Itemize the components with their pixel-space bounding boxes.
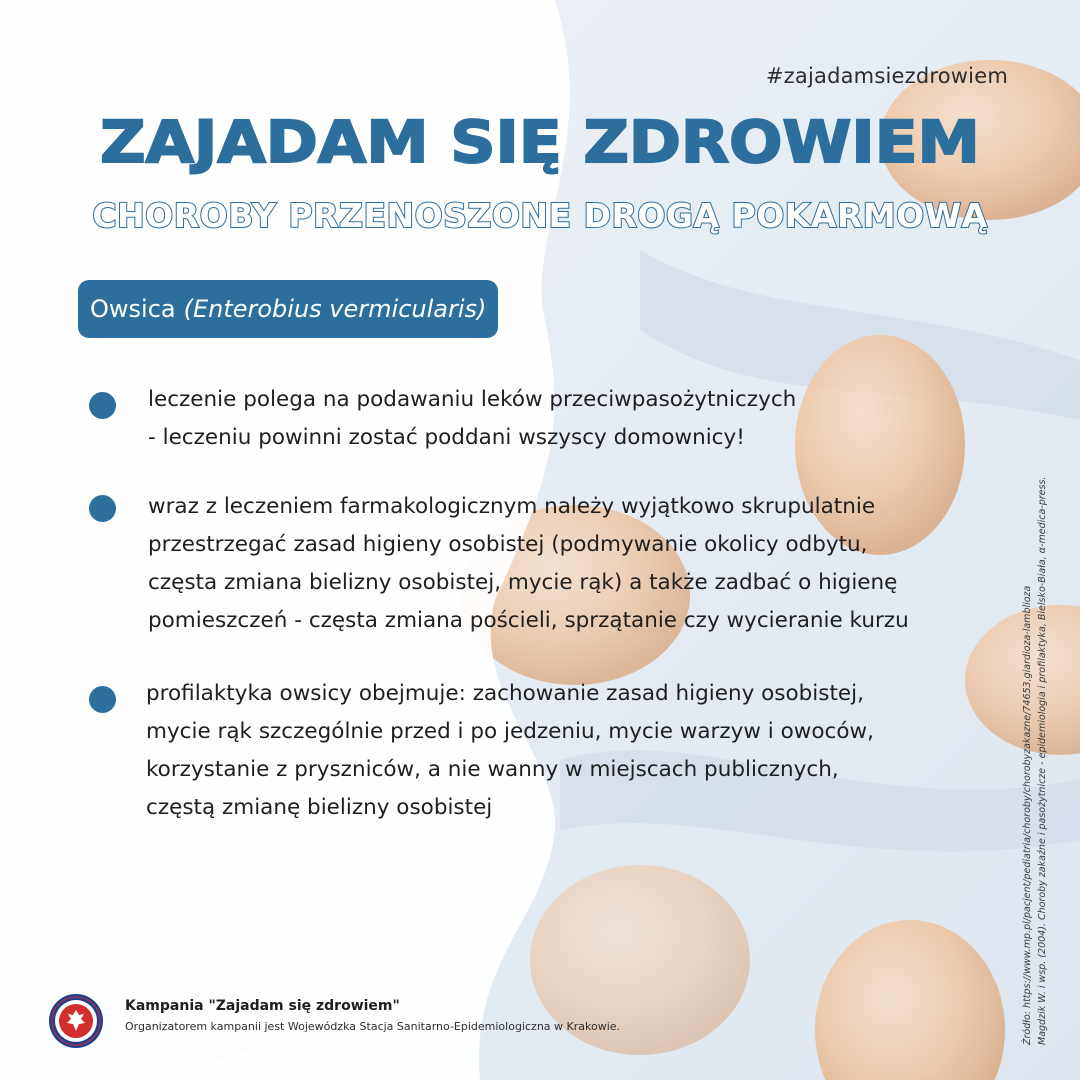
bullet-icon bbox=[89, 495, 116, 522]
sanitary-inspection-logo-icon bbox=[48, 993, 104, 1049]
list-item-line: leczenie polega na podawaniu leków przeciwpasożytniczych bbox=[148, 387, 797, 412]
list-item-line: pomieszczeń - częsta zmiana pościeli, sprzątanie czy wycieranie kurzu bbox=[148, 608, 909, 633]
hashtag: #zajadamsiezdrowiem bbox=[765, 64, 1008, 88]
source-line: Magdzik W. i wsp. (2004). Choroby zakaźne i pasożytnicze - epidemiologia i profilaktyka, Bielsko-Biała, α-medica-press. bbox=[1037, 476, 1048, 1045]
footer-subtitle: Organizatorem kampanii jest Wojewódzka Stacja Sanitarno-Epidemiologiczna w Krakowie. bbox=[125, 1020, 621, 1033]
source-line: Źródło: https://www.mp.pl/pacjent/pediatria/choroby/chorobyzakazne/74653,giardioza-lamblioza bbox=[1022, 585, 1033, 1045]
list-item-line: częsta zmiana bielizny osobistej, mycie rąk) a także zadbać o higienę bbox=[148, 570, 898, 595]
list-item bbox=[146, 675, 946, 827]
disease-name: Owsica bbox=[90, 295, 176, 323]
bullet-icon bbox=[89, 392, 116, 419]
disease-latin-name: (Enterobius vermicularis) bbox=[183, 295, 487, 323]
list-item-line: profilaktyka owsicy obejmuje: zachowanie zasad higieny osobistej, bbox=[146, 681, 864, 706]
list-item-line: - leczeniu powinni zostać poddani wszyscy domownicy! bbox=[148, 425, 745, 450]
list-item-line: korzystanie z pryszniców, a nie wanny w miejscach publicznych, bbox=[146, 757, 839, 782]
sources bbox=[1020, 477, 1050, 1045]
page-title: ZAJADAM SIĘ ZDROWIEM bbox=[100, 108, 980, 176]
list-item-line: wraz z leczeniem farmakologicznym należy wyjątkowo skrupulatnie bbox=[148, 494, 876, 519]
disease-label bbox=[78, 280, 498, 338]
bullet-icon bbox=[89, 686, 116, 713]
list-item bbox=[148, 381, 948, 457]
footer-title: Kampania "Zajadam się zdrowiem" bbox=[125, 998, 400, 1014]
list-item-line: przestrzegać zasad higieny osobistej (podmywanie okolicy odbytu, bbox=[148, 532, 868, 557]
list-item bbox=[148, 488, 948, 640]
page-subtitle: CHOROBY PRZENOSZONE DROGĄ POKARMOWĄ bbox=[92, 196, 988, 235]
list-item-line: częstą zmianę bielizny osobistej bbox=[146, 795, 493, 820]
list-item-line: mycie rąk szczególnie przed i po jedzeniu, mycie warzyw i owoców, bbox=[146, 719, 874, 744]
